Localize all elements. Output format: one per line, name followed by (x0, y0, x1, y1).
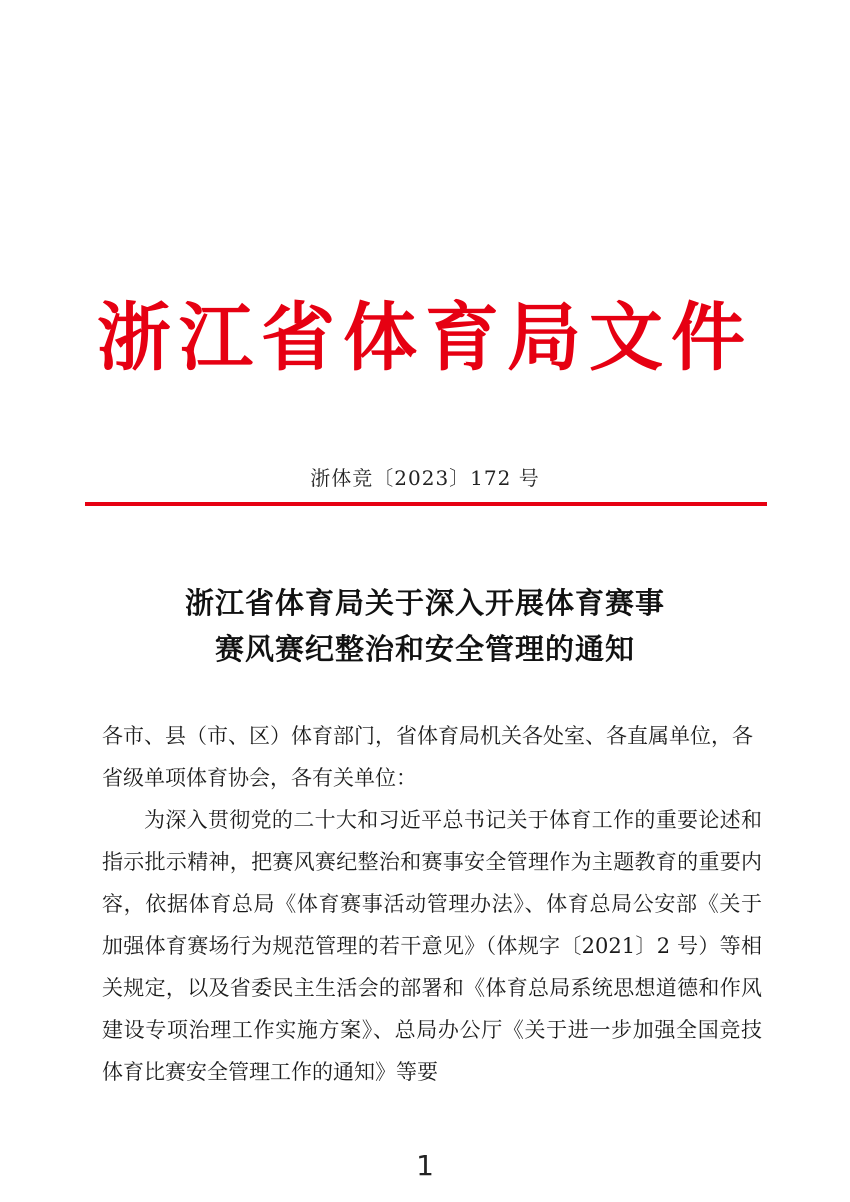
document-masthead: 浙江省体育局文件 (97, 295, 753, 381)
body-paragraph: 为深入贯彻党的二十大和习近平总书记关于体育工作的重要论述和指示批示精神，把赛风赛纪整治和赛事安全管理作为主题教育的重要内容，依据体育总局《体育赛事活动管理办法》、体育总局公安部《关于加强体育赛场行为规范管理的若干意见》（体规字〔2021〕2 号）等相关规定，以及省委民主生活会的部署和《体育总局系统思想道德和作风建设专项治理工作实施方案》、总局办公厅《关于进一步加强全国竞技体育比赛安全管理工作的通知》等要 (102, 808, 762, 1084)
red-divider-line (85, 502, 767, 506)
page-number: 1 (416, 1149, 434, 1182)
notice-title-line-1: 浙江省体育局关于深入开展体育赛事 (184, 586, 665, 620)
addressee-paragraph: 各市、县（市、区）体育部门，省体育局机关各处室、各直属单位，各省级单项体育协会，各有关单位： (102, 724, 753, 790)
document-number: 浙体竞〔2023〕172 号 (310, 466, 540, 490)
notice-title-line-2: 赛风赛纪整治和安全管理的通知 (214, 632, 635, 666)
notice-title (0, 580, 850, 672)
